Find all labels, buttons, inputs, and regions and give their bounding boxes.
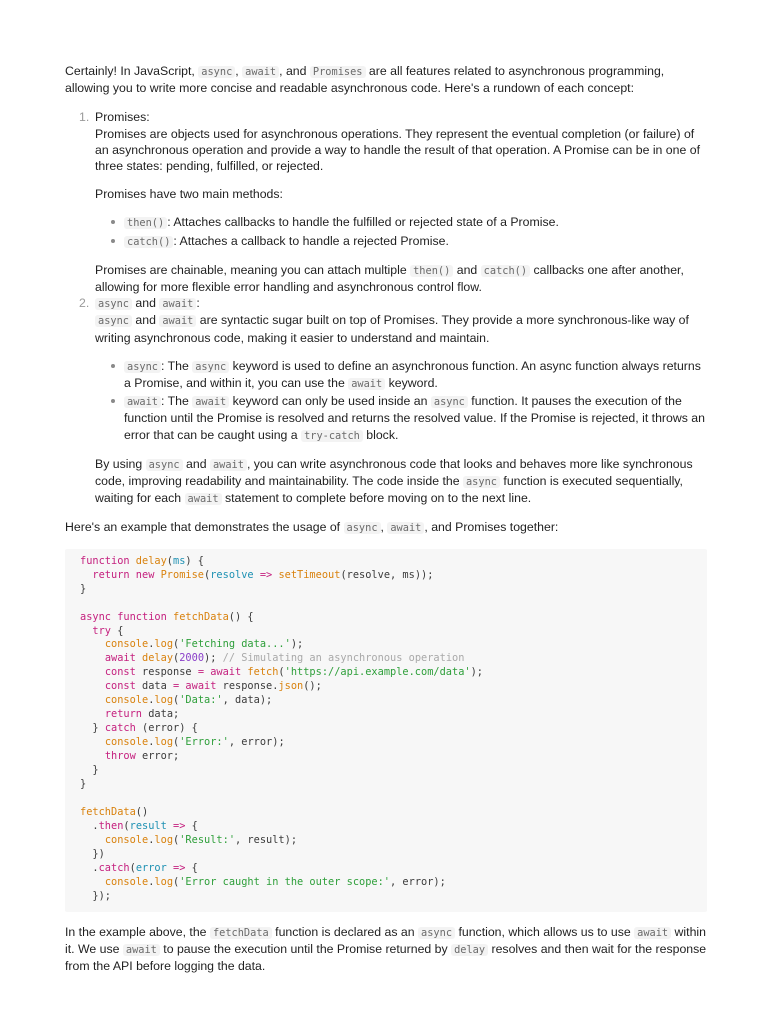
code-token: function bbox=[80, 554, 136, 567]
code-token: ( bbox=[173, 652, 180, 665]
code-token: ( bbox=[123, 820, 130, 833]
inline-code: await bbox=[124, 396, 161, 408]
methods-intro: Promises have two main methods: bbox=[95, 187, 283, 202]
code-token bbox=[80, 625, 92, 637]
code-line bbox=[80, 694, 272, 706]
inline-code: async bbox=[124, 361, 161, 373]
code-token: } bbox=[80, 722, 105, 735]
code-token: } bbox=[80, 764, 99, 777]
code-token: 'Error:' bbox=[179, 736, 229, 749]
code-token: ( bbox=[173, 834, 180, 847]
code-token: fetchData bbox=[80, 806, 136, 819]
text: : The bbox=[161, 358, 193, 373]
code-token: try bbox=[92, 624, 112, 637]
text: callbacks one after another, allowing for more flexible error handling and asynchronous control flow. bbox=[95, 262, 684, 295]
text: , you can write asynchronous code that looks and behaves more like synchronous code, improving readability and maintainability. The code inside the bbox=[95, 456, 693, 489]
code-token: resolve bbox=[210, 568, 254, 581]
code-token: (); bbox=[303, 680, 322, 693]
section-description: Promises are objects used for asynchronous operations. They represent the eventual completion (or failure) of an asynchronous operation and provide a way to handle the result of that operation. A Promise can be in one of three states: pending, fulfilled, or rejected. bbox=[95, 126, 700, 174]
inline-code: fetchData bbox=[210, 927, 272, 939]
code-token: // Simulating an asynchronous operation bbox=[222, 652, 465, 665]
code-token: 'Error caught in the outer scope:' bbox=[179, 875, 391, 888]
code-token: = await bbox=[173, 680, 217, 693]
code-token: log bbox=[154, 875, 174, 888]
text: statement to complete before moving on to the next line. bbox=[221, 491, 532, 506]
code-token: catch bbox=[104, 722, 136, 735]
text: Here's an example that demonstrates the usage of bbox=[65, 520, 344, 535]
code-token: console bbox=[104, 694, 149, 707]
code-token: error bbox=[135, 861, 167, 874]
code-token: ( bbox=[173, 736, 180, 749]
code-token: 2000 bbox=[179, 652, 205, 665]
inline-code: async bbox=[146, 459, 183, 471]
code-token: catch bbox=[98, 861, 130, 874]
code-token: fetchData bbox=[173, 610, 229, 623]
methods-list bbox=[95, 214, 707, 249]
code-token: fetch bbox=[247, 666, 279, 679]
code-token: ( bbox=[173, 875, 180, 888]
code-token: . bbox=[80, 861, 99, 874]
inline-code: await bbox=[210, 459, 247, 471]
example-intro bbox=[65, 519, 707, 536]
text: , bbox=[235, 64, 243, 78]
code-line bbox=[80, 736, 285, 748]
code-token: 'Fetching data...' bbox=[179, 638, 291, 651]
intro-paragraph bbox=[65, 63, 707, 96]
code-token: ( bbox=[173, 694, 180, 707]
text: keyword. bbox=[385, 376, 438, 391]
code-token: error; bbox=[135, 750, 180, 763]
inline-code: await bbox=[159, 315, 196, 327]
code-token: } bbox=[80, 582, 87, 595]
code-token: result bbox=[129, 820, 167, 833]
code-token: delay bbox=[135, 554, 167, 567]
code-line bbox=[80, 778, 86, 790]
section-description bbox=[95, 312, 707, 345]
code-token bbox=[80, 638, 105, 650]
code-line bbox=[80, 862, 198, 874]
inline-code: try-catch bbox=[301, 430, 363, 442]
bullet-icon bbox=[111, 364, 115, 368]
code-token: data bbox=[135, 680, 174, 693]
response-document bbox=[65, 63, 707, 975]
text: function is declared as an bbox=[271, 924, 419, 939]
code-token: . bbox=[148, 834, 155, 847]
code-token: 'Data:' bbox=[179, 694, 223, 707]
inline-code: async bbox=[418, 927, 455, 939]
text: : bbox=[196, 296, 200, 311]
code-line bbox=[80, 625, 123, 637]
code-token bbox=[80, 666, 105, 678]
code-token: ( bbox=[129, 861, 136, 874]
code-token: }); bbox=[80, 889, 111, 902]
code-token bbox=[80, 708, 105, 720]
code-token: setTimeout bbox=[278, 568, 341, 581]
text: : Attaches a callback to handle a rejected Promise. bbox=[173, 233, 449, 248]
code-token: 'https://api.example.com/data' bbox=[284, 666, 471, 679]
concept-list bbox=[65, 109, 707, 507]
code-line bbox=[80, 569, 433, 581]
text: : Attaches callbacks to handle the fulfilled or rejected state of a Promise. bbox=[167, 215, 559, 230]
inline-code: await bbox=[192, 396, 229, 408]
list-number: 1. bbox=[79, 110, 90, 125]
code-token: . bbox=[148, 638, 155, 651]
text: keyword is used to define an asynchronous function. An async function always returns a Promise, and within it, you can use the bbox=[124, 358, 701, 391]
code-line bbox=[80, 890, 111, 902]
code-token: (resolve, ms)); bbox=[340, 568, 434, 581]
inline-code: await bbox=[123, 944, 160, 956]
text: Certainly! In JavaScript, bbox=[65, 64, 199, 78]
inline-code: await bbox=[348, 378, 385, 390]
code-token: log bbox=[154, 834, 174, 847]
code-token: log bbox=[154, 638, 174, 651]
list-item bbox=[95, 358, 707, 392]
code-token: () { bbox=[228, 610, 254, 623]
inline-code: catch() bbox=[124, 236, 173, 248]
text: and bbox=[132, 313, 160, 328]
summary-paragraph bbox=[95, 456, 707, 508]
code-token: ( bbox=[166, 554, 173, 567]
text: to pause the execution until the Promise returned by bbox=[159, 942, 452, 957]
inline-code: delay bbox=[451, 944, 488, 956]
code-token: => bbox=[166, 861, 192, 874]
inline-code: then() bbox=[124, 217, 167, 229]
code-line bbox=[80, 583, 86, 595]
code-token: . bbox=[148, 736, 155, 749]
code-token: data; bbox=[142, 708, 180, 721]
inline-code: then() bbox=[410, 265, 453, 277]
code-token bbox=[80, 736, 105, 748]
code-token: return new bbox=[92, 568, 161, 581]
code-token bbox=[80, 680, 105, 692]
text: and bbox=[182, 456, 210, 471]
code-token: throw bbox=[104, 750, 136, 763]
code-token: const bbox=[104, 666, 136, 679]
text: Promises are chainable, meaning you can attach multiple bbox=[95, 262, 411, 277]
code-token: return bbox=[104, 708, 143, 721]
code-token: then bbox=[98, 820, 124, 833]
code-line bbox=[80, 834, 297, 846]
inline-code: async bbox=[463, 476, 500, 488]
code-token: => bbox=[253, 568, 279, 581]
inline-code: async bbox=[95, 315, 132, 327]
code-line bbox=[80, 638, 303, 650]
code-line bbox=[80, 680, 322, 692]
code-token bbox=[80, 750, 105, 762]
code-token: await bbox=[104, 652, 143, 665]
code-line bbox=[80, 820, 198, 832]
code-token: , data); bbox=[222, 694, 273, 707]
code-token: , error); bbox=[390, 875, 446, 888]
code-token: Promise bbox=[160, 568, 205, 581]
code-token: log bbox=[154, 736, 174, 749]
bullet-icon bbox=[111, 239, 115, 243]
text: , bbox=[380, 520, 388, 535]
text: In the example above, the bbox=[65, 924, 210, 939]
code-token: . bbox=[148, 875, 155, 888]
code-token: console bbox=[104, 638, 149, 651]
code-token: console bbox=[104, 834, 149, 847]
inline-code: catch() bbox=[481, 265, 530, 277]
code-line bbox=[80, 750, 179, 762]
text: resolves and then wait for the response from the API before logging the data. bbox=[65, 942, 707, 974]
text: , and bbox=[279, 64, 310, 78]
outro-paragraph bbox=[65, 924, 707, 975]
section-title: Promises: bbox=[95, 110, 150, 125]
inline-code: await bbox=[185, 493, 222, 505]
code-line bbox=[80, 611, 254, 623]
code-token: console bbox=[104, 875, 149, 888]
text: By using bbox=[95, 456, 146, 471]
inline-code: async bbox=[198, 66, 235, 78]
inline-code: await bbox=[159, 298, 196, 310]
inline-code: await bbox=[242, 66, 279, 78]
code-token: () bbox=[135, 806, 149, 819]
code-token: . bbox=[148, 694, 155, 707]
code-token bbox=[80, 876, 105, 888]
text: : The bbox=[161, 394, 193, 409]
inline-code: async bbox=[431, 396, 468, 408]
code-line bbox=[80, 666, 483, 678]
bullet-icon bbox=[111, 399, 115, 403]
code-token: 'Result:' bbox=[179, 834, 236, 847]
code-token bbox=[80, 652, 105, 664]
list-item bbox=[95, 214, 707, 231]
chainable-paragraph bbox=[95, 262, 707, 295]
inline-code: async bbox=[95, 298, 132, 310]
text: function. It pauses the execution of the function until the Promise is resolved and returns the resolved value. If the Promise is rejected, it throws an error that can be caught using a bbox=[124, 394, 705, 442]
code-token: response. bbox=[216, 680, 279, 693]
code-token: const bbox=[104, 680, 136, 693]
code-line bbox=[80, 764, 99, 776]
code-token bbox=[80, 694, 105, 706]
code-block[interactable] bbox=[65, 549, 707, 912]
code-token: ( bbox=[204, 568, 211, 581]
code-line bbox=[80, 848, 105, 860]
text: and bbox=[132, 296, 160, 311]
code-token: . bbox=[80, 820, 99, 833]
code-token: ( bbox=[173, 638, 180, 651]
code-line bbox=[80, 722, 198, 734]
inline-code: async bbox=[192, 361, 229, 373]
code-line bbox=[80, 652, 464, 664]
inline-code: await bbox=[387, 522, 424, 534]
list-item bbox=[95, 393, 707, 444]
code-token: , result); bbox=[235, 834, 298, 847]
code-token: } bbox=[80, 778, 87, 791]
text: within it. We use bbox=[65, 924, 706, 957]
code-token bbox=[80, 569, 92, 581]
code-line bbox=[80, 708, 179, 720]
code-token: delay bbox=[142, 652, 174, 665]
code-token: json bbox=[278, 680, 304, 693]
code-line bbox=[80, 555, 204, 567]
code-token: async function bbox=[80, 610, 173, 623]
inline-code: await bbox=[634, 927, 671, 939]
code-token bbox=[80, 834, 105, 846]
code-token: ); bbox=[204, 652, 223, 665]
code-token: ); bbox=[470, 666, 484, 679]
list-item bbox=[95, 233, 707, 250]
text: , and Promises together: bbox=[424, 520, 559, 535]
code-token: = await bbox=[197, 666, 248, 679]
keyword-list bbox=[95, 358, 707, 444]
code-token: { bbox=[191, 861, 198, 874]
bullet-icon bbox=[111, 220, 115, 224]
code-token: console bbox=[104, 736, 149, 749]
code-token: ms bbox=[173, 554, 186, 567]
text: and bbox=[453, 262, 481, 277]
inline-code: async bbox=[344, 522, 381, 534]
code-token: { bbox=[111, 624, 124, 637]
code-token: log bbox=[154, 694, 174, 707]
text: are syntactic sugar built on top of Promises. They provide a more synchronous-like way of writing asynchronous code, making it easier to understand and maintain. bbox=[95, 313, 689, 345]
inline-code: Promises bbox=[310, 66, 366, 78]
code-token: => bbox=[166, 820, 192, 833]
code-token: ) { bbox=[185, 554, 205, 567]
code-token: ); bbox=[290, 638, 304, 651]
text: function is executed sequentially, waiting for each bbox=[95, 474, 683, 506]
code-token: , error); bbox=[228, 736, 285, 749]
section-title bbox=[95, 295, 707, 312]
code-token: ( bbox=[278, 666, 285, 679]
code-token: (error) { bbox=[135, 722, 198, 735]
text: keyword can only be used inside an bbox=[229, 394, 431, 409]
list-number: 2. bbox=[79, 296, 90, 311]
code-token: response bbox=[135, 666, 198, 679]
text: function, which allows us to use bbox=[455, 924, 635, 939]
text: are all features related to asynchronous programming, allowing you to write more concise and readable asynchronous code. Here's a rundown of each concept: bbox=[65, 64, 665, 96]
code-token: }) bbox=[80, 848, 105, 861]
list-item-async-await bbox=[65, 295, 707, 507]
code-token: { bbox=[191, 820, 198, 833]
code-line bbox=[80, 806, 148, 818]
list-item-promises bbox=[65, 109, 707, 295]
text: block. bbox=[362, 427, 399, 442]
code-line bbox=[80, 876, 446, 888]
